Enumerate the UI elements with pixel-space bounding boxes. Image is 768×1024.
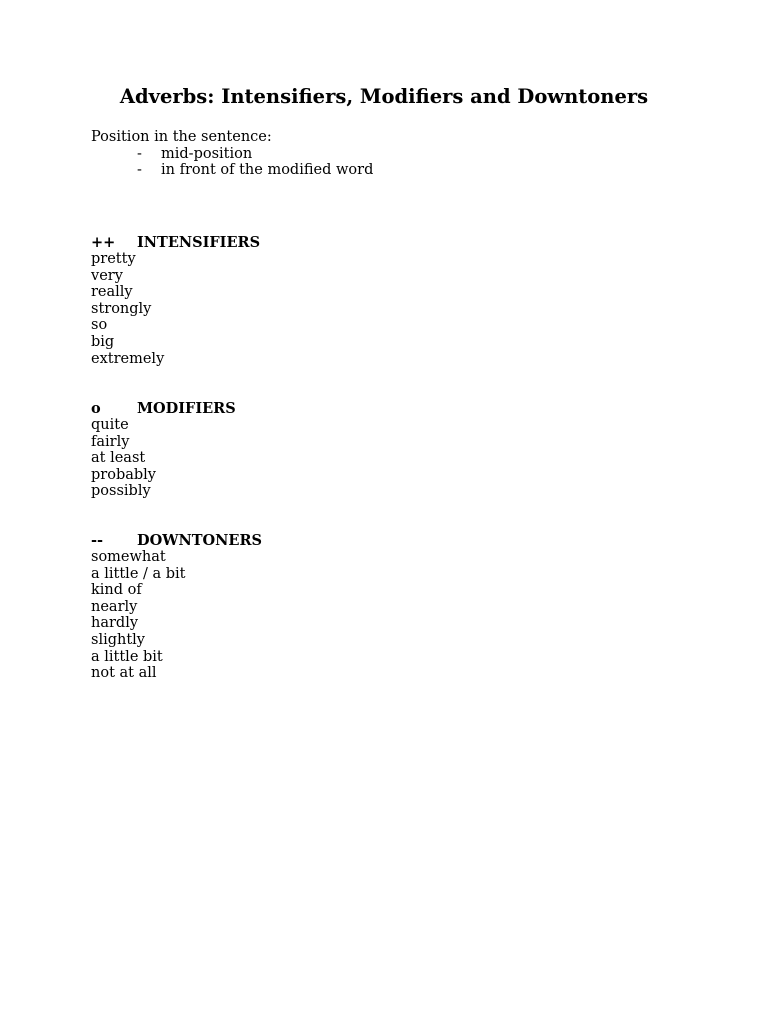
list-item: at least [91,450,146,467]
bullet-dash: - [137,162,142,179]
bullet-dash: - [137,145,142,162]
list-item: a little / a bit [91,565,186,582]
section-marker: -- [91,532,104,549]
list-item: extremely [91,350,165,367]
bullet-text: mid-position [161,145,253,162]
list-item: very [91,267,123,284]
list-item: possibly [91,483,151,500]
word-list [91,417,236,500]
word-list [91,251,260,367]
bullet-text: in front of the modified word [161,162,374,179]
page-title: Adverbs: Intensifiers, Modifiers and Downtoners [119,85,649,108]
list-item: so [91,317,108,334]
position-bullet [91,162,373,179]
section-header [91,400,236,417]
position-heading: Position in the sentence: [91,129,272,145]
list-item: probably [91,466,156,483]
list-item: a little bit [91,648,163,665]
list-item: hardly [91,615,139,632]
section-header [91,234,260,251]
list-item: somewhat [91,549,166,565]
list-item: really [91,284,133,301]
section-heading: INTENSIFIERS [137,234,261,251]
section-intensifiers [91,234,260,367]
position-block [91,129,373,179]
section-modifiers [91,400,236,500]
position-bullet [91,146,373,163]
section-heading: MODIFIERS [137,400,236,417]
list-item: big [91,333,115,350]
list-item: pretty [91,251,136,267]
list-item: slightly [91,631,145,648]
word-list [91,549,262,682]
list-item: kind of [91,582,142,599]
list-item: not at all [91,665,157,682]
section-heading: DOWNTONERS [137,532,262,549]
list-item: nearly [91,598,138,615]
section-header [91,532,262,549]
list-item: strongly [91,300,152,317]
list-item: quite [91,417,129,433]
list-item: fairly [91,433,130,450]
section-marker: ++ [91,234,116,251]
section-downtoners [91,532,262,682]
section-marker: o [91,400,101,417]
